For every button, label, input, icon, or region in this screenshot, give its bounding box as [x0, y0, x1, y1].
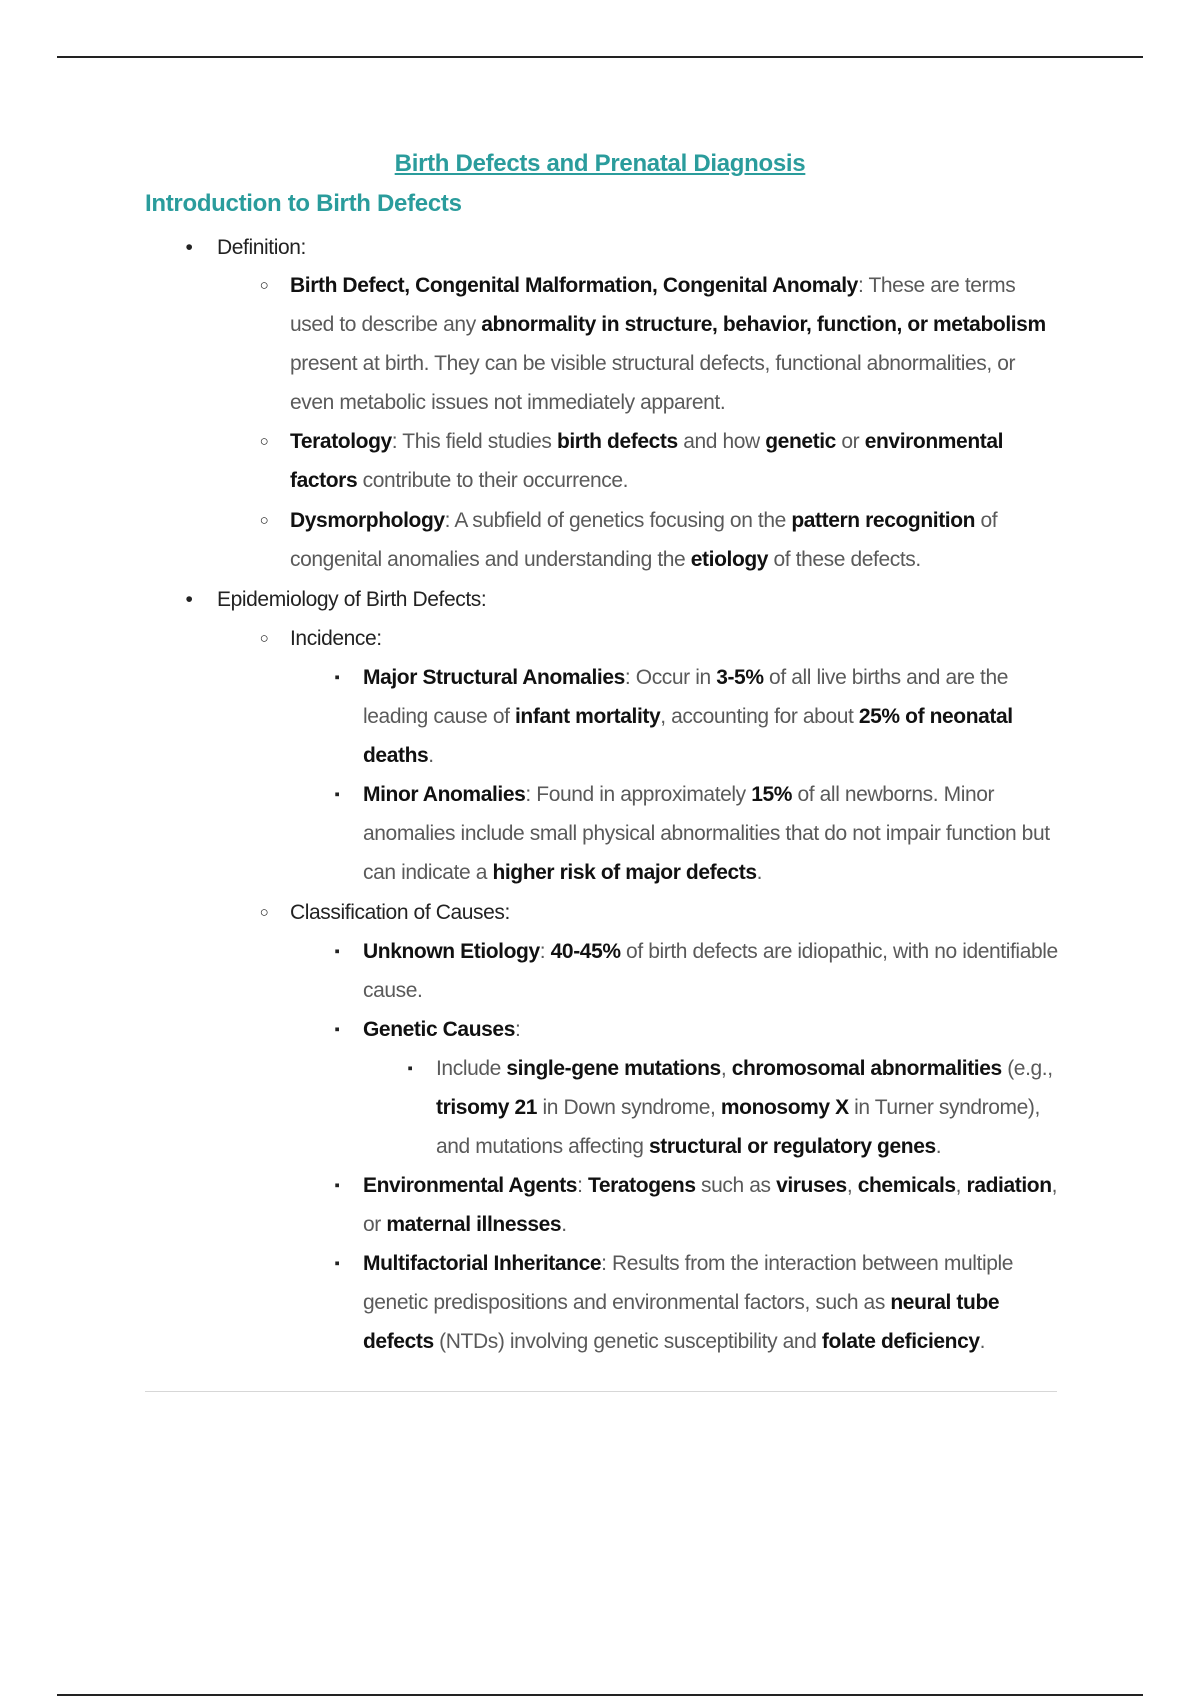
list-item-classification: ○ Classification of Causes: [290, 893, 1060, 932]
top-rule [57, 56, 1143, 58]
square-bullet-icon: ▪ [334, 669, 340, 686]
list-item-unknown-etiology: ▪ Unknown Etiology: 40-45% of birth defects are idiopathic, with no identifiable cause. [363, 932, 1063, 1010]
list-item-multifactorial: ▪ Multifactorial Inheritance: Results from the interaction between multiple genetic predispositions and environmental factors, such as neural tube defects (NTDs) involving genetic susceptibility and folate deficiency. [363, 1244, 1063, 1361]
hollow-bullet-icon: ○ [259, 277, 269, 294]
hollow-bullet-icon: ○ [259, 512, 269, 529]
list-item-epidemiology: • Epidemiology of Birth Defects: [217, 580, 1077, 619]
list-item-definition: • Definition: [217, 228, 1077, 267]
section-title: Introduction to Birth Defects [145, 190, 462, 217]
hollow-bullet-icon: ○ [259, 433, 269, 450]
bottom-rule [57, 1694, 1143, 1696]
hollow-bullet-icon: ○ [259, 630, 269, 647]
list-item-environmental-agents: ▪ Environmental Agents: Teratogens such as viruses, chemicals, radiation, or maternal illnesses. [363, 1166, 1063, 1244]
square-bullet-icon: ▪ [334, 1177, 340, 1194]
hollow-bullet-icon: ○ [259, 904, 269, 921]
section-divider [145, 1391, 1057, 1392]
list-item-minor-anomalies: ▪ Minor Anomalies: Found in approximately 15% of all newborns. Minor anomalies include small physical abnormalities that do not impair function but can indicate a higher risk of major defects. [363, 775, 1063, 892]
square-bullet-icon: ▪ [334, 1021, 340, 1038]
list-item-dysmorphology: ○ Dysmorphology: A subfield of genetics focusing on the pattern recognition of congenital anomalies and understanding the etiology of these defects. [290, 501, 1060, 579]
bullet-icon: • [185, 236, 193, 259]
list-item-birth-defect: ○ Birth Defect, Congenital Malformation, Congenital Anomaly: These are terms used to describe any abnormality in structure, behavior, function, or metabolism present at birth. They can be visible structural defects, functional abnormalities, or even metabolic issues not immediately apparent. [290, 266, 1060, 422]
list-item-major-anomalies: ▪ Major Structural Anomalies: Occur in 3-5% of all live births and are the leading cause of infant mortality, accounting for about 25% of neonatal deaths. [363, 658, 1063, 775]
square-bullet-icon: ▪ [334, 1255, 340, 1272]
bullet-icon: • [185, 588, 193, 611]
list-item-incidence: ○ Incidence: [290, 619, 1060, 658]
list-item-genetic-detail: ▪ Include single-gene mutations, chromosomal abnormalities (e.g., trisomy 21 in Down syndrome, monosomy X in Turner syndrome), and mutations affecting structural or regulatory genes. [436, 1049, 1061, 1166]
list-item-genetic-causes: ▪ Genetic Causes: [363, 1010, 1063, 1049]
list-item-teratology: ○ Teratology: This field studies birth defects and how genetic or environmental factors contribute to their occurrence. [290, 422, 1060, 500]
square-bullet-icon: ▪ [334, 786, 340, 803]
square-bullet-icon: ▪ [407, 1060, 413, 1077]
document-title: Birth Defects and Prenatal Diagnosis [394, 150, 806, 177]
square-bullet-icon: ▪ [334, 943, 340, 960]
